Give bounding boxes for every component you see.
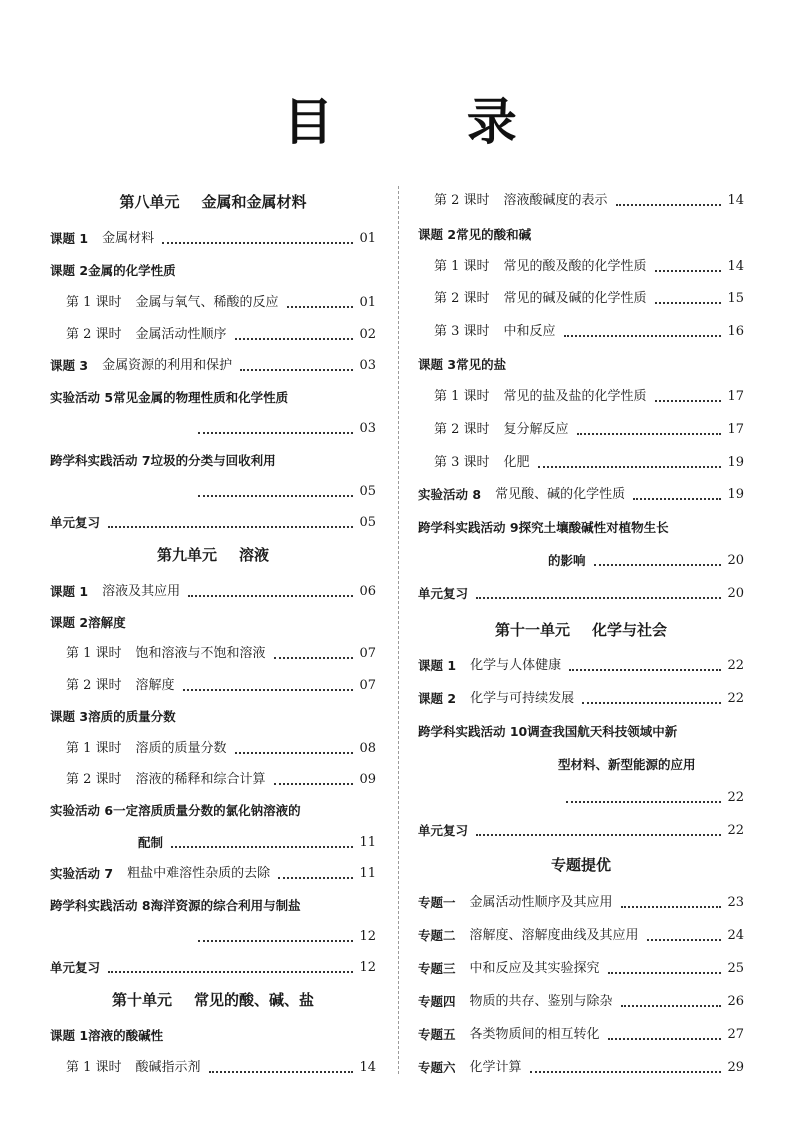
entry-title: 金属活动性顺序 [135,327,227,342]
entry-label: 课题 2 [50,263,89,278]
toc-group-label [418,721,744,741]
toc-entry[interactable] [50,228,376,248]
page-number: 15 [727,291,744,306]
toc-entry[interactable] [418,1057,744,1077]
section-heading-title: 溶液 [239,546,270,564]
section-heading-number: 第九单元 [156,546,217,564]
page-number: 27 [727,1027,744,1042]
toc-entry[interactable] [418,583,744,603]
dot-leader [655,270,722,272]
entry-title: 溶质的质量分数 [135,741,227,756]
entry-title: 中和反应及其实验探究 [469,961,600,976]
entry-title: 溶解度 [88,615,126,630]
entry-title: 溶液的酸碱性 [88,1028,164,1043]
entry-label: 单元复习 [50,960,101,975]
page-number: 01 [359,231,376,246]
page-number: 12 [359,960,376,975]
entry-label: 第 2 课时 [434,422,490,437]
dot-leader [530,1071,722,1073]
dot-leader [476,597,721,599]
dot-leader [108,526,353,528]
page-number: 07 [359,646,376,661]
section-heading [50,545,376,565]
toc-entry[interactable] [418,688,744,708]
page-number: 25 [727,961,744,976]
toc-group-label [50,895,376,915]
dot-leader [188,595,353,597]
toc-entry[interactable] [418,452,744,472]
entry-label: 第 2 课时 [434,291,490,306]
entry-label: 专题五 [418,1027,456,1042]
entry-label: 第 2 课时 [66,772,122,787]
entry-title: 溶液及其应用 [102,584,181,599]
toc-group-label [418,517,744,537]
toc-group-label [50,612,376,632]
entry-title: 酸碱指示剂 [135,1060,201,1075]
dot-leader [538,466,722,468]
entry-title: 物质的共存、鉴别与除杂 [469,994,613,1009]
toc-entry[interactable] [418,892,744,912]
dot-leader [108,971,353,973]
toc-entry[interactable] [418,256,744,276]
toc-group-label [50,260,376,280]
page-number: 01 [359,295,376,310]
entry-title: 中和反应 [503,324,556,339]
page-number: 24 [727,928,744,943]
toc-entry[interactable] [50,926,376,946]
toc-entry[interactable] [50,324,376,344]
toc-entry[interactable] [50,581,376,601]
entry-label: 课题 1 [50,1028,89,1043]
entry-label: 第 1 课时 [434,259,490,274]
entry-label: 第 1 课时 [66,646,122,661]
page-number: 14 [359,1060,376,1075]
page-number: 03 [359,358,376,373]
page-number: 22 [727,691,744,706]
entry-title: 饱和溶液与不饱和溶液 [135,646,266,661]
toc-group-label [50,450,376,470]
toc-entry[interactable] [50,675,376,695]
entry-label: 课题 3 [50,358,89,373]
entry-label: 跨学科实践活动 9 [418,520,519,535]
toc-entry[interactable] [50,512,376,532]
toc-entry[interactable] [50,643,376,663]
toc-entry[interactable] [50,292,376,312]
section-heading [418,620,744,640]
entry-title: 型材料、新型能源的应用 [558,757,696,772]
entry-label: 课题 2 [50,615,89,630]
page-number: 19 [727,455,744,470]
dot-leader [183,689,354,691]
dot-leader [577,433,722,435]
entry-label: 第 1 课时 [66,741,122,756]
toc-group-label [50,800,376,820]
entry-label: 第 2 课时 [434,193,490,208]
entry-label: 第 1 课时 [434,389,490,404]
entry-title: 溶解度、溶解度曲线及其应用 [469,928,639,943]
entry-title: 各类物质间的相互转化 [469,1027,600,1042]
toc-entry[interactable] [50,957,376,977]
toc-entry[interactable] [418,925,744,945]
dot-leader [566,801,721,803]
section-heading-title: 金属和金属材料 [201,193,307,211]
page-number: 22 [727,823,744,838]
dot-leader [209,1071,354,1073]
page-number: 22 [727,790,744,805]
toc-group-label [418,354,744,374]
toc-group-label [418,224,744,244]
toc-entry[interactable] [50,832,376,852]
dot-leader [594,564,722,566]
toc-entry[interactable] [50,738,376,758]
page-number: 07 [359,678,376,693]
entry-title: 一定溶质质量分数的氯化钠溶液的 [113,803,301,818]
entry-title: 粗盐中难溶性杂质的去除 [127,866,271,881]
toc-entry[interactable] [418,288,744,308]
column-divider [398,186,399,1074]
page-number: 19 [727,487,744,502]
toc-entry[interactable] [418,550,744,570]
dot-leader [162,242,353,244]
toc-entry[interactable] [418,958,744,978]
page-number: 06 [359,584,376,599]
toc-group-label [50,706,376,726]
page-number: 05 [359,515,376,530]
entry-label: 第 3 课时 [434,324,490,339]
dot-leader [564,335,722,337]
entry-label: 专题三 [418,961,456,976]
entry-label: 跨学科实践活动 7 [50,453,151,468]
toc-entry[interactable] [50,863,376,883]
entry-label: 课题 1 [50,231,89,246]
entry-title: 探究土壤酸碱性对植物生长 [518,520,669,535]
section-heading [50,192,376,212]
entry-label: 跨学科实践活动 8 [50,898,151,913]
toc-entry[interactable] [418,386,744,406]
entry-label: 第 1 课时 [66,1060,122,1075]
entry-title: 常见酸、碱的化学性质 [495,487,626,502]
page-number: 16 [727,324,744,339]
toc-entry[interactable] [418,321,744,341]
entry-label: 课题 2 [418,691,457,706]
entry-title: 常见的碱及碱的化学性质 [503,291,647,306]
page-number: 17 [727,389,744,404]
section-heading [50,990,376,1010]
dot-leader [608,972,722,974]
dot-leader [582,702,721,704]
page-number: 09 [359,772,376,787]
toc-group-label [418,754,744,774]
entry-title: 调查我国航天科技领域中新 [527,724,678,739]
toc-entry[interactable] [418,190,744,210]
section-heading-number: 专题提优 [550,856,611,874]
page-number: 22 [727,658,744,673]
entry-label: 实验活动 7 [50,866,114,881]
entry-label: 专题四 [418,994,456,1009]
entry-label: 第 3 课时 [434,455,490,470]
toc-entry[interactable] [418,820,744,840]
toc-group-label [50,1025,376,1045]
page-number: 14 [727,259,744,274]
entry-title: 溶解度 [135,678,175,693]
dot-leader [476,834,721,836]
page-number: 11 [359,866,376,881]
entry-label: 单元复习 [418,586,469,601]
entry-label: 第 2 课时 [66,678,122,693]
entry-label: 第 1 课时 [66,295,122,310]
toc-group-label [50,387,376,407]
toc-entry[interactable] [418,787,744,807]
toc-entry[interactable] [418,655,744,675]
entry-label: 专题一 [418,895,456,910]
entry-title: 复分解反应 [503,422,569,437]
toc-entry[interactable] [50,769,376,789]
section-heading-title: 常见的酸、碱、盐 [194,991,315,1009]
toc-entry[interactable] [50,418,376,438]
dot-leader [287,306,354,308]
entry-title: 金属资源的利用和保护 [102,358,233,373]
dot-leader [278,877,353,879]
dot-leader [655,302,722,304]
page-number: 29 [727,1060,744,1075]
dot-leader [621,1005,722,1007]
toc-entry[interactable] [50,1057,376,1077]
page-number: 23 [727,895,744,910]
section-heading-title: 化学与社会 [592,621,668,639]
entry-title: 金属材料 [102,231,155,246]
dot-leader [647,939,722,941]
page-number: 02 [359,327,376,342]
toc-entry[interactable] [418,484,744,504]
entry-title: 溶液的稀释和综合计算 [135,772,266,787]
toc-entry[interactable] [418,419,744,439]
toc-entry[interactable] [50,481,376,501]
entry-title: 金属活动性顺序及其应用 [469,895,613,910]
entry-label: 单元复习 [50,515,101,530]
entry-label: 专题二 [418,928,456,943]
entry-title: 化肥 [503,455,530,470]
entry-title: 金属的化学性质 [88,263,176,278]
section-heading-number: 第八单元 [119,193,180,211]
section-heading [418,855,744,875]
dot-leader [274,783,354,785]
entry-title: 溶液酸碱度的表示 [503,193,608,208]
dot-leader [274,657,354,659]
entry-label: 课题 1 [418,658,457,673]
entry-title: 化学与可持续发展 [470,691,575,706]
entry-title: 溶质的质量分数 [88,709,176,724]
entry-title: 常见金属的物理性质和化学性质 [113,390,289,405]
dot-leader [655,400,722,402]
page-number: 03 [359,421,376,436]
page-number: 14 [727,193,744,208]
dot-leader [235,752,354,754]
page-number: 26 [727,994,744,1009]
entry-label: 跨学科实践活动 10 [418,724,528,739]
entry-title: 金属与氧气、稀酸的反应 [135,295,279,310]
page-title: 目 录 [283,93,575,151]
dot-leader [198,432,353,434]
entry-title: 常见的盐 [456,357,507,372]
toc-entry[interactable] [418,1024,744,1044]
toc-entry[interactable] [50,355,376,375]
entry-title: 配制 [138,835,164,850]
entry-label: 专题六 [418,1060,456,1075]
entry-title: 常见的酸及酸的化学性质 [503,259,647,274]
dot-leader [569,669,721,671]
page-number: 12 [359,929,376,944]
entry-title: 化学与人体健康 [470,658,562,673]
entry-label: 单元复习 [418,823,469,838]
entry-title: 常见的盐及盐的化学性质 [503,389,647,404]
entry-title: 海洋资源的综合利用与制盐 [150,898,301,913]
dot-leader [171,846,353,848]
entry-label: 课题 2 [418,227,457,242]
dot-leader [240,369,353,371]
page-number: 08 [359,741,376,756]
dot-leader [198,495,353,497]
dot-leader [608,1038,722,1040]
page-number: 20 [727,553,744,568]
entry-label: 实验活动 5 [50,390,114,405]
page-number: 20 [727,586,744,601]
entry-title: 的影响 [548,553,586,568]
entry-title: 常见的酸和碱 [456,227,532,242]
section-heading-number: 第十一单元 [494,621,570,639]
toc-entry[interactable] [418,991,744,1011]
entry-title: 化学计算 [469,1060,522,1075]
entry-label: 课题 1 [50,584,89,599]
entry-title: 垃圾的分类与回收利用 [150,453,276,468]
entry-label: 第 2 课时 [66,327,122,342]
entry-label: 实验活动 8 [418,487,482,502]
dot-leader [616,204,722,206]
dot-leader [633,498,721,500]
dot-leader [621,906,722,908]
dot-leader [198,940,353,942]
entry-label: 课题 3 [50,709,89,724]
entry-label: 课题 3 [418,357,457,372]
dot-leader [235,338,354,340]
page-number: 05 [359,484,376,499]
entry-label: 实验活动 6 [50,803,114,818]
page-number: 17 [727,422,744,437]
page-number: 11 [359,835,376,850]
section-heading-number: 第十单元 [111,991,172,1009]
